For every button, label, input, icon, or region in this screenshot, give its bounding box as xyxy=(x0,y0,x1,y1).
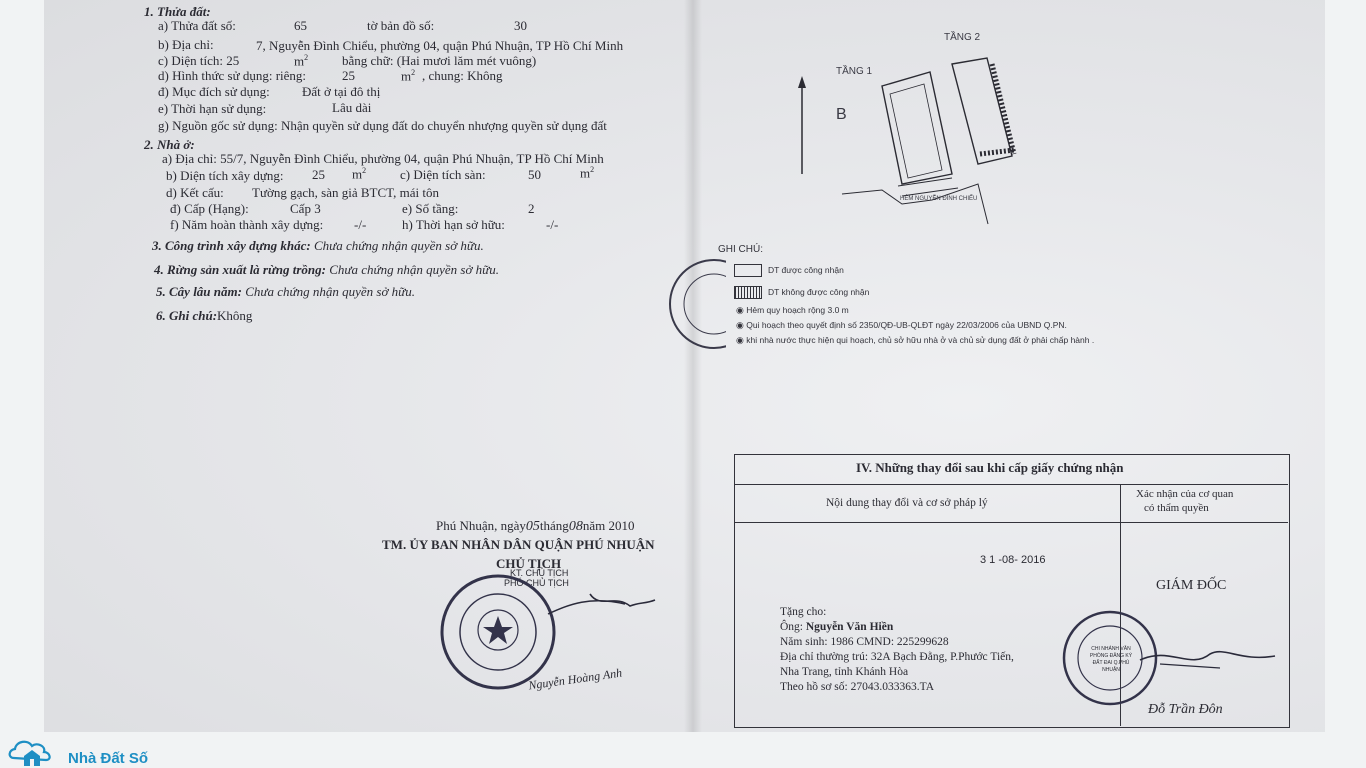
floor-area: 50 xyxy=(528,167,541,182)
director-signer: Đỗ Trần Đôn xyxy=(1148,702,1223,717)
change-date: 3 1 -08- 2016 xyxy=(980,554,1046,566)
origin-line: g) Nguồn gốc sử dụng: Nhận quyền sử dụng đất do chuyển nhượng quyền sử dụng đất xyxy=(158,118,607,133)
branch-stamp-text: CHI NHÁNH VĂN PHÒNG ĐĂNG KÝ ĐẤT ĐAI Q.PHÚ NHUẬN xyxy=(1089,646,1133,673)
page-fold xyxy=(684,0,702,732)
signer-name: Nguyễn Hoàng Anh xyxy=(527,665,623,693)
kt-chair: KT. CHỦ TỊCH xyxy=(510,568,569,578)
brand-house-icon xyxy=(6,734,66,768)
file-number: Theo hồ sơ số: 27043.033363.TA xyxy=(780,681,935,693)
usage-form-private: 25 xyxy=(342,68,355,83)
usage-form-unit: $m^2$ xyxy=(401,68,416,84)
usage-form-label: d) Hình thức sử dụng: riêng: xyxy=(158,68,307,83)
build-area-label: b) Diện tích xây dựng: xyxy=(166,168,284,183)
ownership-term-label: h) Thời hạn sở hữu: xyxy=(402,217,505,232)
legend-recognized: DT được công nhận xyxy=(768,265,844,275)
land-area-unit: $m^2$ xyxy=(294,53,309,69)
ownership-term-value: -/- xyxy=(546,217,559,232)
legend-planning: ◉ Qui hoạch theo quyết định số 2350/QĐ-UB-QLĐT ngày 22/03/2006 của UBND Q.PN. xyxy=(736,320,1067,330)
table-title: IV. Những thay đổi sau khi cấp giấy chứng nhận xyxy=(856,460,1124,475)
land-address: 7, Nguyễn Đình Chiểu, phường 04, quận Phú Nhuận, TP Hồ Chí Minh xyxy=(256,38,624,53)
build-area-unit: $m^2$ xyxy=(352,166,367,182)
grade-value: Cấp 3 xyxy=(290,201,321,216)
alley-name: HẺM NGUYỄN ĐÌNH CHIỂU xyxy=(900,196,978,202)
authority-name: TM. ỦY BAN NHÂN DÂN QUẬN PHÚ NHUẬN xyxy=(382,537,655,552)
section-6: 6. Ghi chú:Không xyxy=(156,308,253,323)
legend-box-unrecognized xyxy=(734,286,762,299)
usage-form-shared: , chung: Không xyxy=(422,68,503,83)
director-title: GIÁM ĐỐC xyxy=(1156,578,1227,593)
structure-label: d) Kết cấu: xyxy=(166,185,224,200)
north-marker: B xyxy=(836,106,847,123)
floor-area-label: c) Diện tích sàn: xyxy=(400,167,486,182)
purpose-label: đ) Mục đích sử dụng: xyxy=(158,84,270,99)
completion-label: f) Năm hoàn thành xây dựng: xyxy=(170,217,324,232)
structure-value: Tường gạch, sàn giả BTCT, mái tôn xyxy=(252,185,439,200)
recipient: Ông: Nguyễn Văn Hiền xyxy=(780,621,894,633)
land-address-label: b) Địa chỉ: xyxy=(158,37,214,52)
brand-name: Nhà Đất Số xyxy=(68,750,149,767)
section-3: 3. Công trình xây dựng khác: Chưa chứng nhận quyền sở hữu. xyxy=(152,238,484,253)
table-column-divider xyxy=(734,522,1288,523)
site-plan-drawing xyxy=(782,54,1052,234)
purpose-value: Đất ở tại đô thị xyxy=(302,84,381,99)
build-area: 25 xyxy=(312,167,325,182)
floors-label: e) Số tầng: xyxy=(402,201,459,216)
completion-value: -/- xyxy=(354,217,367,232)
floor-area-unit: $m^2$ xyxy=(580,165,595,181)
floors-value: 2 xyxy=(528,201,535,216)
parcel-number: 65 xyxy=(294,18,307,33)
parcel-number-label: a) Thửa đất số: xyxy=(158,18,236,33)
land-area-words: bằng chữ: (Hai mươi lăm mét vuông) xyxy=(342,53,537,68)
table-col-confirm-1: Xác nhận của cơ quan xyxy=(1136,488,1234,500)
permanent-address-2: Nha Trang, tỉnh Khánh Hòa xyxy=(780,666,909,678)
partial-stamp xyxy=(666,256,726,356)
birth-id: Năm sinh: 1986 CMND: 225299628 xyxy=(780,636,949,648)
section-5: 5. Cây lâu năm: Chưa chứng nhận quyền sở hữu. xyxy=(156,284,415,299)
map-sheet-number: 30 xyxy=(514,18,527,33)
house-address: a) Địa chỉ: 55/7, Nguyễn Đình Chiểu, phường 04, quận Phú Nhuận, TP Hồ Chí Minh xyxy=(162,151,604,166)
term-label: e) Thời hạn sử dụng: xyxy=(158,101,267,116)
certificate-photo xyxy=(44,0,1325,732)
floor-1-label: TẦNG 1 xyxy=(836,66,873,77)
notes-title: GHI CHÚ: xyxy=(718,244,763,255)
vice-chair: PHÓ CHỦ TỊCH xyxy=(504,578,569,588)
grade-label: đ) Cấp (Hạng): xyxy=(170,201,249,216)
land-area-label: c) Diện tích: 25 xyxy=(158,53,240,68)
map-sheet-label: tờ bản đồ số: xyxy=(367,18,435,33)
section-4: 4. Rừng sản xuất là rừng trồng: Chưa chứng nhận quyền sở hữu. xyxy=(154,262,499,277)
term-value: Lâu dài xyxy=(332,100,372,115)
gift-label: Tặng cho: xyxy=(780,606,827,618)
floor-2-label: TẦNG 2 xyxy=(944,32,981,43)
legend-unrecognized: DT không được công nhận xyxy=(768,287,870,297)
table-col-confirm-2: có thẩm quyền xyxy=(1144,502,1209,514)
chair-title: CHỦ TỊCH xyxy=(496,556,562,571)
table-col-content: Nội dung thay đổi và cơ sở pháp lý xyxy=(826,497,988,509)
issue-date: Phú Nhuận, ngày05tháng08năm 2010 xyxy=(436,518,635,534)
legend-box-recognized xyxy=(734,264,762,277)
section-2-title: 2. Nhà ở: xyxy=(144,137,195,152)
legend-alley: ◉ Hẻm quy hoạch rộng 3.0 m xyxy=(736,305,849,315)
legend-compliance: ◉ khi nhà nước thực hiện qui hoạch, chủ sở hữu nhà ở và chủ sử dụng đất ở phải chấp hành . xyxy=(736,335,1095,345)
section-1-title: 1. Thửa đất: xyxy=(144,4,211,19)
table-header-divider xyxy=(734,484,1288,485)
footer-bar xyxy=(0,732,1366,768)
permanent-address: Địa chỉ thường trú: 32A Bạch Đằng, P.Phước Tiến, xyxy=(780,651,1014,663)
